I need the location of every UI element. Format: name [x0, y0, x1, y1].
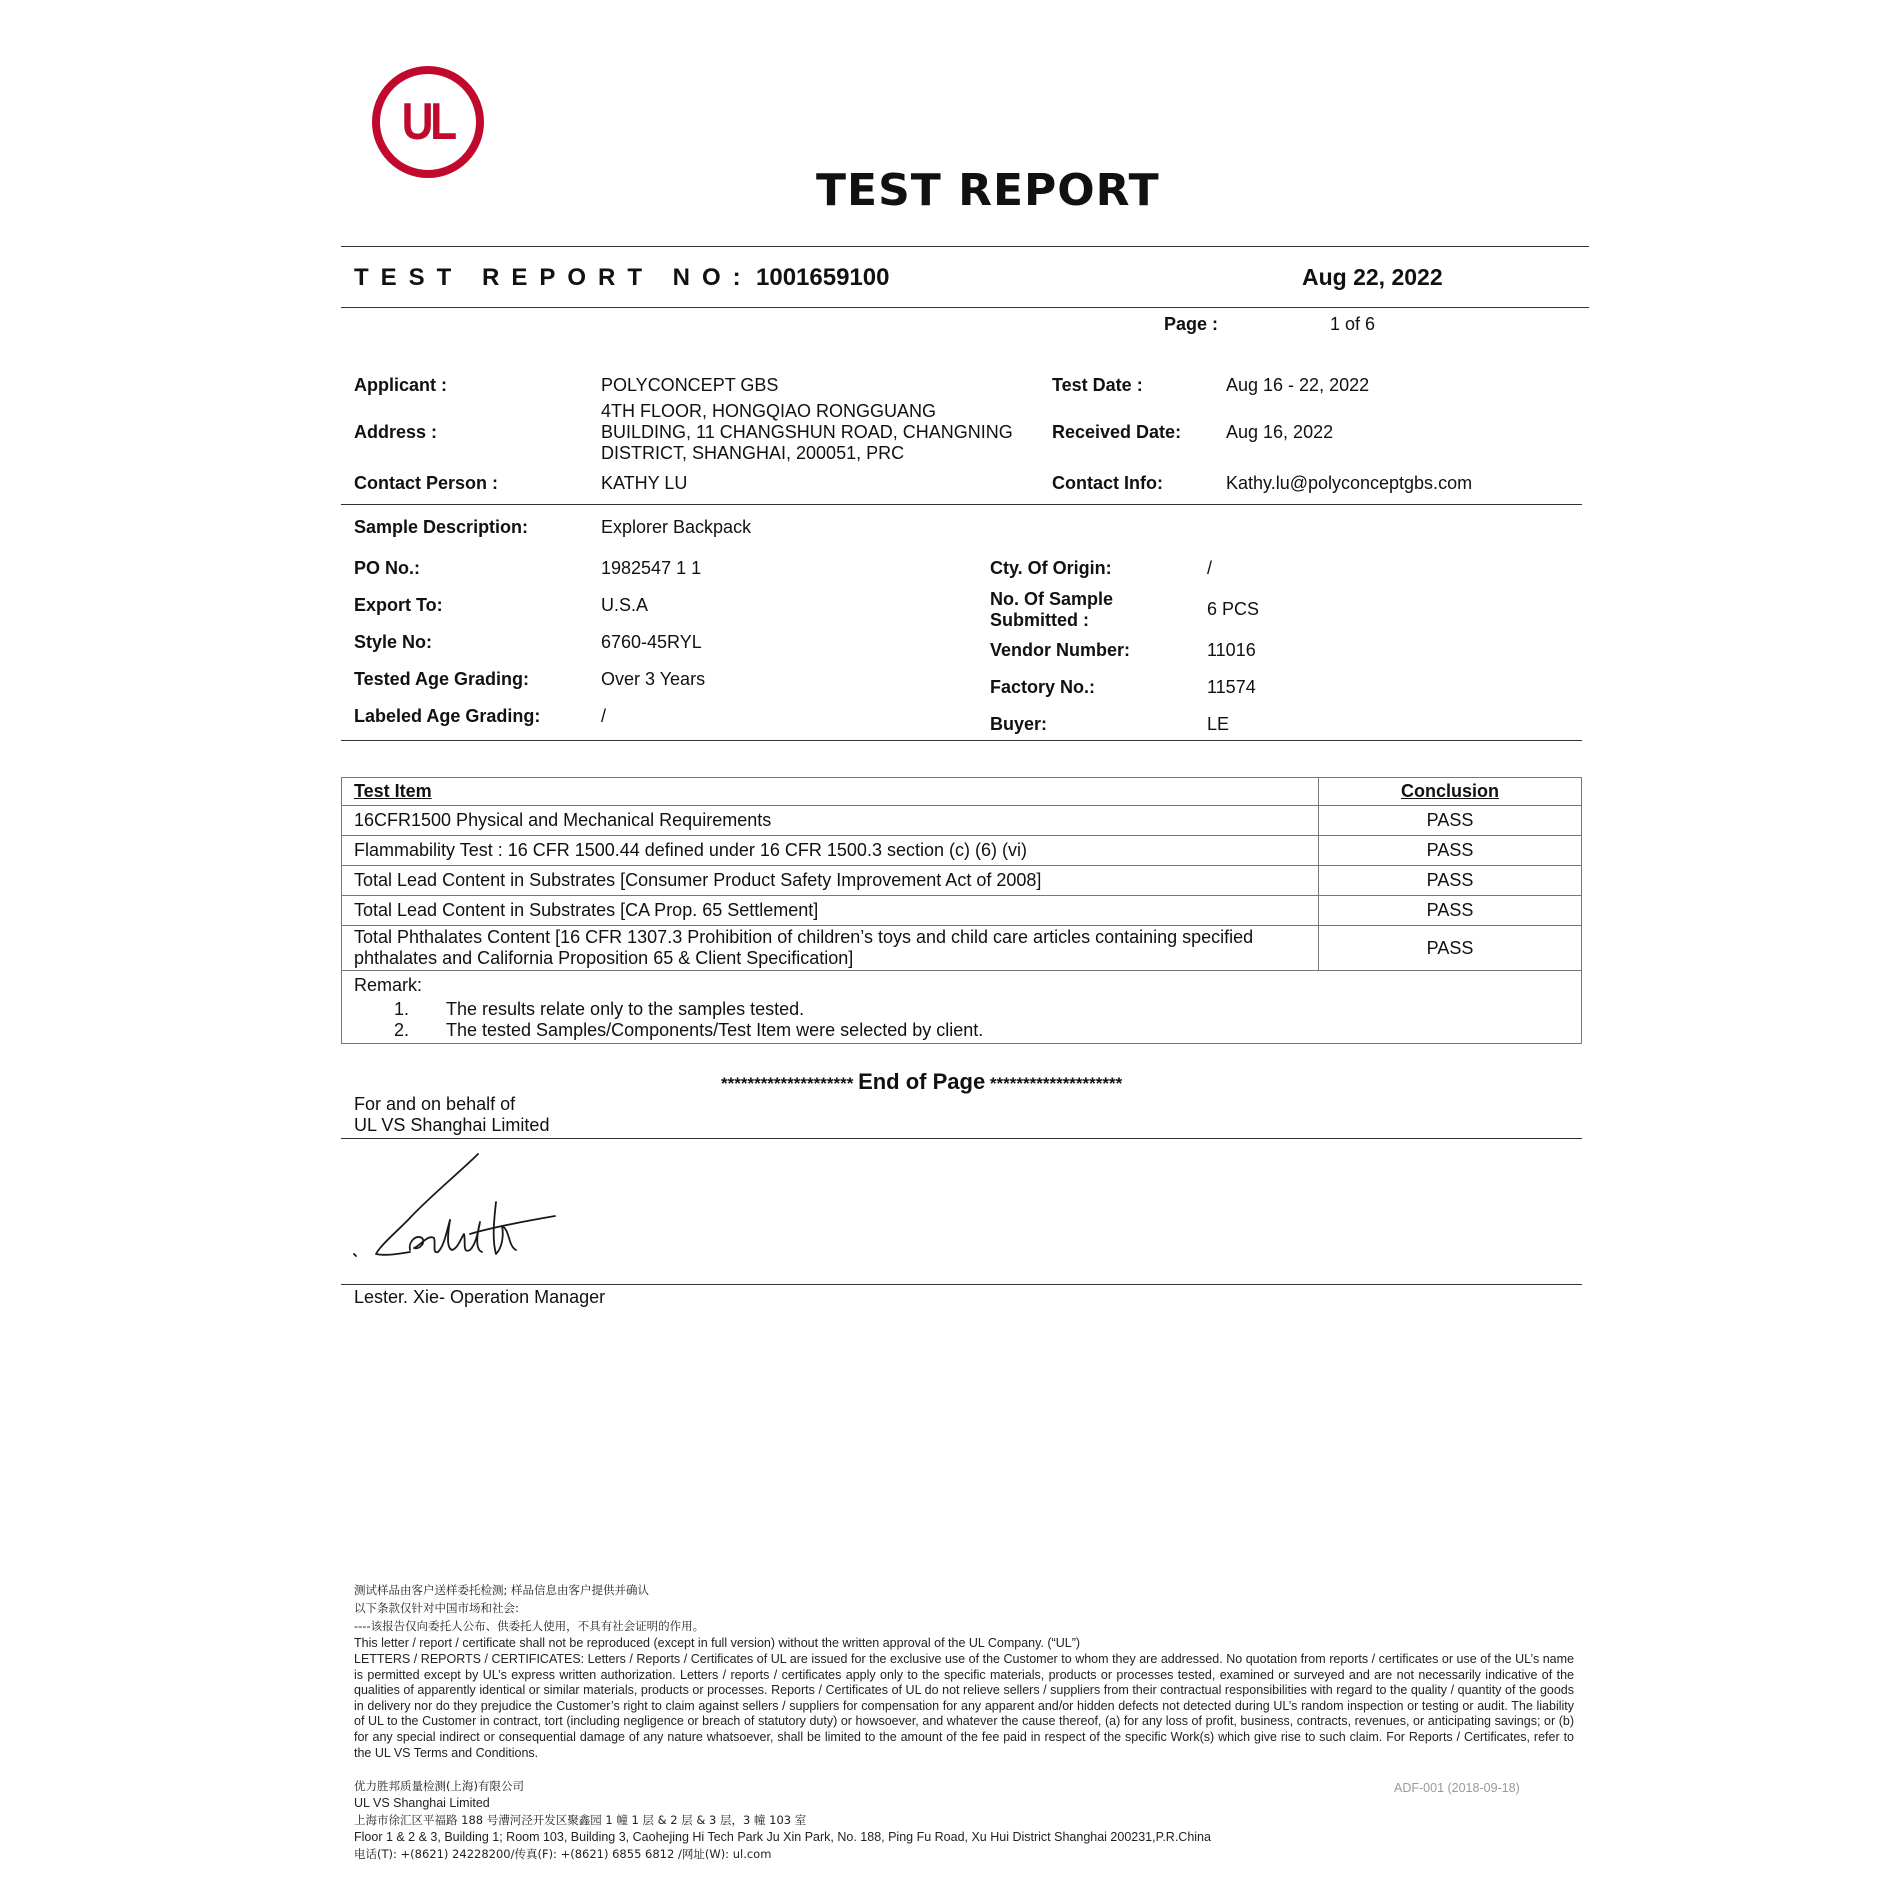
- address-line: BUILDING, 11 CHANGSHUN ROAD, CHANGNING: [601, 422, 1013, 442]
- ul-logo: [372, 66, 484, 178]
- test-item-line: phthalates and California Proposition 65 & Client Specification]: [354, 948, 854, 968]
- export-value: U.S.A: [601, 595, 649, 615]
- report-number: 1001659100: [756, 264, 890, 291]
- test-item: [342, 926, 1319, 971]
- address-label: Address :: [354, 422, 438, 442]
- report-date: Aug 22, 2022: [1302, 264, 1443, 290]
- sample-description-value: Explorer Backpack: [601, 517, 752, 537]
- samples-submitted-label: No. Of Sample: [990, 589, 1114, 609]
- test-results-table: [341, 777, 1582, 1044]
- test-item: Total Lead Content in Substrates [CA Prop. 65 Settlement]: [342, 896, 1319, 926]
- remark-item: [354, 999, 1569, 1020]
- test-item: 16CFR1500 Physical and Mechanical Requirements: [342, 806, 1319, 836]
- samples-submitted-label: Submitted :: [990, 610, 1089, 630]
- contact-person-value: KATHY LU: [601, 473, 688, 493]
- test-item-header: Test Item: [342, 778, 1319, 806]
- footer-legal-terms: LETTERS / REPORTS / CERTIFICATES: Letters / Reports / Certificates of UL are issued for the exclusive use of the Customer to whom they are addressed. No quotation from reports / certificates or use of the UL’s name is permitted except by UL’s express written authorization. Letters / reports / certificates apply only to the specific materials, products or processes tested, examined or surveyed and are not necessarily indicative of the qualities of apparently identical or similar materials, products or processes. Reports / Certificates of UL do not relieve sellers / suppliers from their contractual responsibilities with regard to the quality / quantity of the goods in delivery nor do they prejudice the Customer’s right to claim against sellers / suppliers for compensation for any apparent and/or hidden defects not detected during UL’s random inspection or testing or audit. The liability of UL to the Customer in contract, tort (including negligence or breach of statutory duty) or howsoever, and whatever the cause thereof, (a) for any loss of profit, business, contracts, revenues, or anticipating savings; or (b) for any special indirect or consequential damage of any nature whatsoever, shall be limited to the amount of the fee paid in respect of the specific Work(s) which give rise to such claim. For Reports / Certificates, refer to the UL VS Terms and Conditions.: [354, 1652, 1574, 1760]
- labeled-age-label: Labeled Age Grading:: [354, 706, 541, 726]
- factory-label: Factory No.:: [990, 677, 1096, 697]
- end-of-page-stars: ********************: [989, 1074, 1123, 1093]
- test-date-label: Test Date :: [1052, 375, 1143, 395]
- table-row: [342, 836, 1582, 866]
- footer-cn-line: 测试样品由客户送样委托检测; 样品信息由客户提供并确认: [354, 1583, 650, 1597]
- document-title: TEST REPORT: [816, 165, 1160, 216]
- divider: [341, 740, 1582, 741]
- end-of-page-text: End of Page: [858, 1069, 986, 1094]
- conclusion: PASS: [1319, 926, 1582, 971]
- address-line: 4TH FLOOR, HONGQIAO RONGGUANG: [601, 401, 937, 421]
- divider: [341, 1138, 1582, 1139]
- conclusion: PASS: [1319, 896, 1582, 926]
- behalf-company: UL VS Shanghai Limited: [354, 1115, 550, 1135]
- factory-value: 11574: [1207, 677, 1256, 697]
- divider: [341, 1284, 1582, 1285]
- remark-cell: [342, 971, 1582, 1044]
- divider: [341, 307, 1589, 308]
- test-item: Flammability Test : 16 CFR 1500.44 defined under 16 CFR 1500.3 section (c) (6) (vi): [342, 836, 1319, 866]
- footer-address-cn: 上海市徐汇区平福路 188 号漕河泾开发区聚鑫园 1 幢 1 层 & 2 层 & 3 层，3 幢 103 室: [354, 1813, 807, 1827]
- vendor-value: 11016: [1207, 640, 1256, 660]
- buyer-value: LE: [1207, 714, 1230, 734]
- ul-logo-text: UL: [401, 93, 455, 151]
- page-value: 1 of 6: [1330, 314, 1376, 334]
- tested-age-value: Over 3 Years: [601, 669, 706, 689]
- tested-age-label: Tested Age Grading:: [354, 669, 530, 689]
- footer-contact: 电话(T): +(8621) 24228200/传真(F): +(8621) 6855 6812 /网址(W): ul.com: [354, 1847, 772, 1861]
- samples-submitted-value: 6 PCS: [1207, 599, 1260, 619]
- po-label: PO No.:: [354, 558, 420, 578]
- export-label: Export To:: [354, 595, 443, 615]
- divider: [341, 504, 1582, 505]
- table-row: [342, 866, 1582, 896]
- remark-row: [342, 971, 1582, 1044]
- table-row: [342, 926, 1582, 971]
- applicant-label: Applicant :: [354, 375, 447, 395]
- received-date-value: Aug 16, 2022: [1226, 422, 1334, 442]
- divider: [341, 246, 1589, 247]
- footer-form-code: ADF-001 (2018-09-18): [1394, 1781, 1520, 1795]
- style-label: Style No:: [354, 632, 433, 652]
- footer-reproduction-notice: This letter / report / certificate shall not be reproduced (except in full version) without the written approval of the UL Company. (“UL”): [354, 1636, 1081, 1650]
- remark-number: 1.: [394, 999, 410, 1019]
- signature-image: [350, 1150, 570, 1270]
- received-date-label: Received Date:: [1052, 422, 1182, 442]
- signer-name: Lester. Xie- Operation Manager: [354, 1287, 606, 1307]
- conclusion-header: Conclusion: [1319, 778, 1582, 806]
- footer-cn-line: ----该报告仅向委托人公布、供委托人使用，不具有社会证明的作用。: [354, 1619, 705, 1633]
- end-of-page: [721, 1069, 1122, 1095]
- behalf-line: For and on behalf of: [354, 1094, 516, 1114]
- test-date-value: Aug 16 - 22, 2022: [1226, 375, 1370, 395]
- footer-company-en: UL VS Shanghai Limited: [354, 1796, 490, 1810]
- page-label: Page :: [1164, 314, 1219, 334]
- contact-info-value: Kathy.lu@polyconceptgbs.com: [1226, 473, 1473, 493]
- footer-company-cn: 优力胜邦质量检测(上海)有限公司: [354, 1779, 524, 1793]
- labeled-age-value: /: [601, 706, 607, 726]
- conclusion: PASS: [1319, 806, 1582, 836]
- origin-label: Cty. Of Origin:: [990, 558, 1112, 578]
- remark-number: 2.: [394, 1020, 410, 1040]
- conclusion: PASS: [1319, 866, 1582, 896]
- contact-person-label: Contact Person :: [354, 473, 499, 493]
- vendor-label: Vendor Number:: [990, 640, 1131, 660]
- table-row: [342, 806, 1582, 836]
- footer-cn-line: 以下条款仅针对中国市场和社会:: [354, 1601, 519, 1615]
- buyer-label: Buyer:: [990, 714, 1048, 734]
- remark-label: Remark:: [354, 975, 423, 995]
- remark-item: [354, 1020, 1569, 1041]
- remark-text: The tested Samples/Components/Test Item were selected by client.: [446, 1020, 984, 1040]
- test-item: Total Lead Content in Substrates [Consumer Product Safety Improvement Act of 2008]: [342, 866, 1319, 896]
- contact-info-label: Contact Info:: [1052, 473, 1163, 493]
- address-line: DISTRICT, SHANGHAI, 200051, PRC: [601, 443, 905, 463]
- remark-text: The results relate only to the samples tested.: [446, 999, 805, 1019]
- origin-value: /: [1207, 558, 1213, 578]
- applicant-value: POLYCONCEPT GBS: [601, 375, 779, 395]
- style-value: 6760-45RYL: [601, 632, 702, 652]
- po-value: 1982547 1 1: [601, 558, 702, 578]
- sample-description-label: Sample Description:: [354, 517, 529, 537]
- conclusion: PASS: [1319, 836, 1582, 866]
- table-header-row: [342, 778, 1582, 806]
- footer-address-en: Floor 1 & 2 & 3, Building 1; Room 103, Building 3, Caohejing Hi Tech Park Ju Xin Park, No. 188, Ping Fu Road, Xu Hui District Shanghai 200231,P.R.China: [354, 1830, 1211, 1844]
- table-row: [342, 896, 1582, 926]
- test-item-line: Total Phthalates Content [16 CFR 1307.3 Prohibition of children’s toys and child care articles containing specified: [354, 927, 1254, 947]
- end-of-page-stars: ********************: [721, 1074, 854, 1093]
- report-number-label: TEST REPORT NO:: [354, 264, 753, 291]
